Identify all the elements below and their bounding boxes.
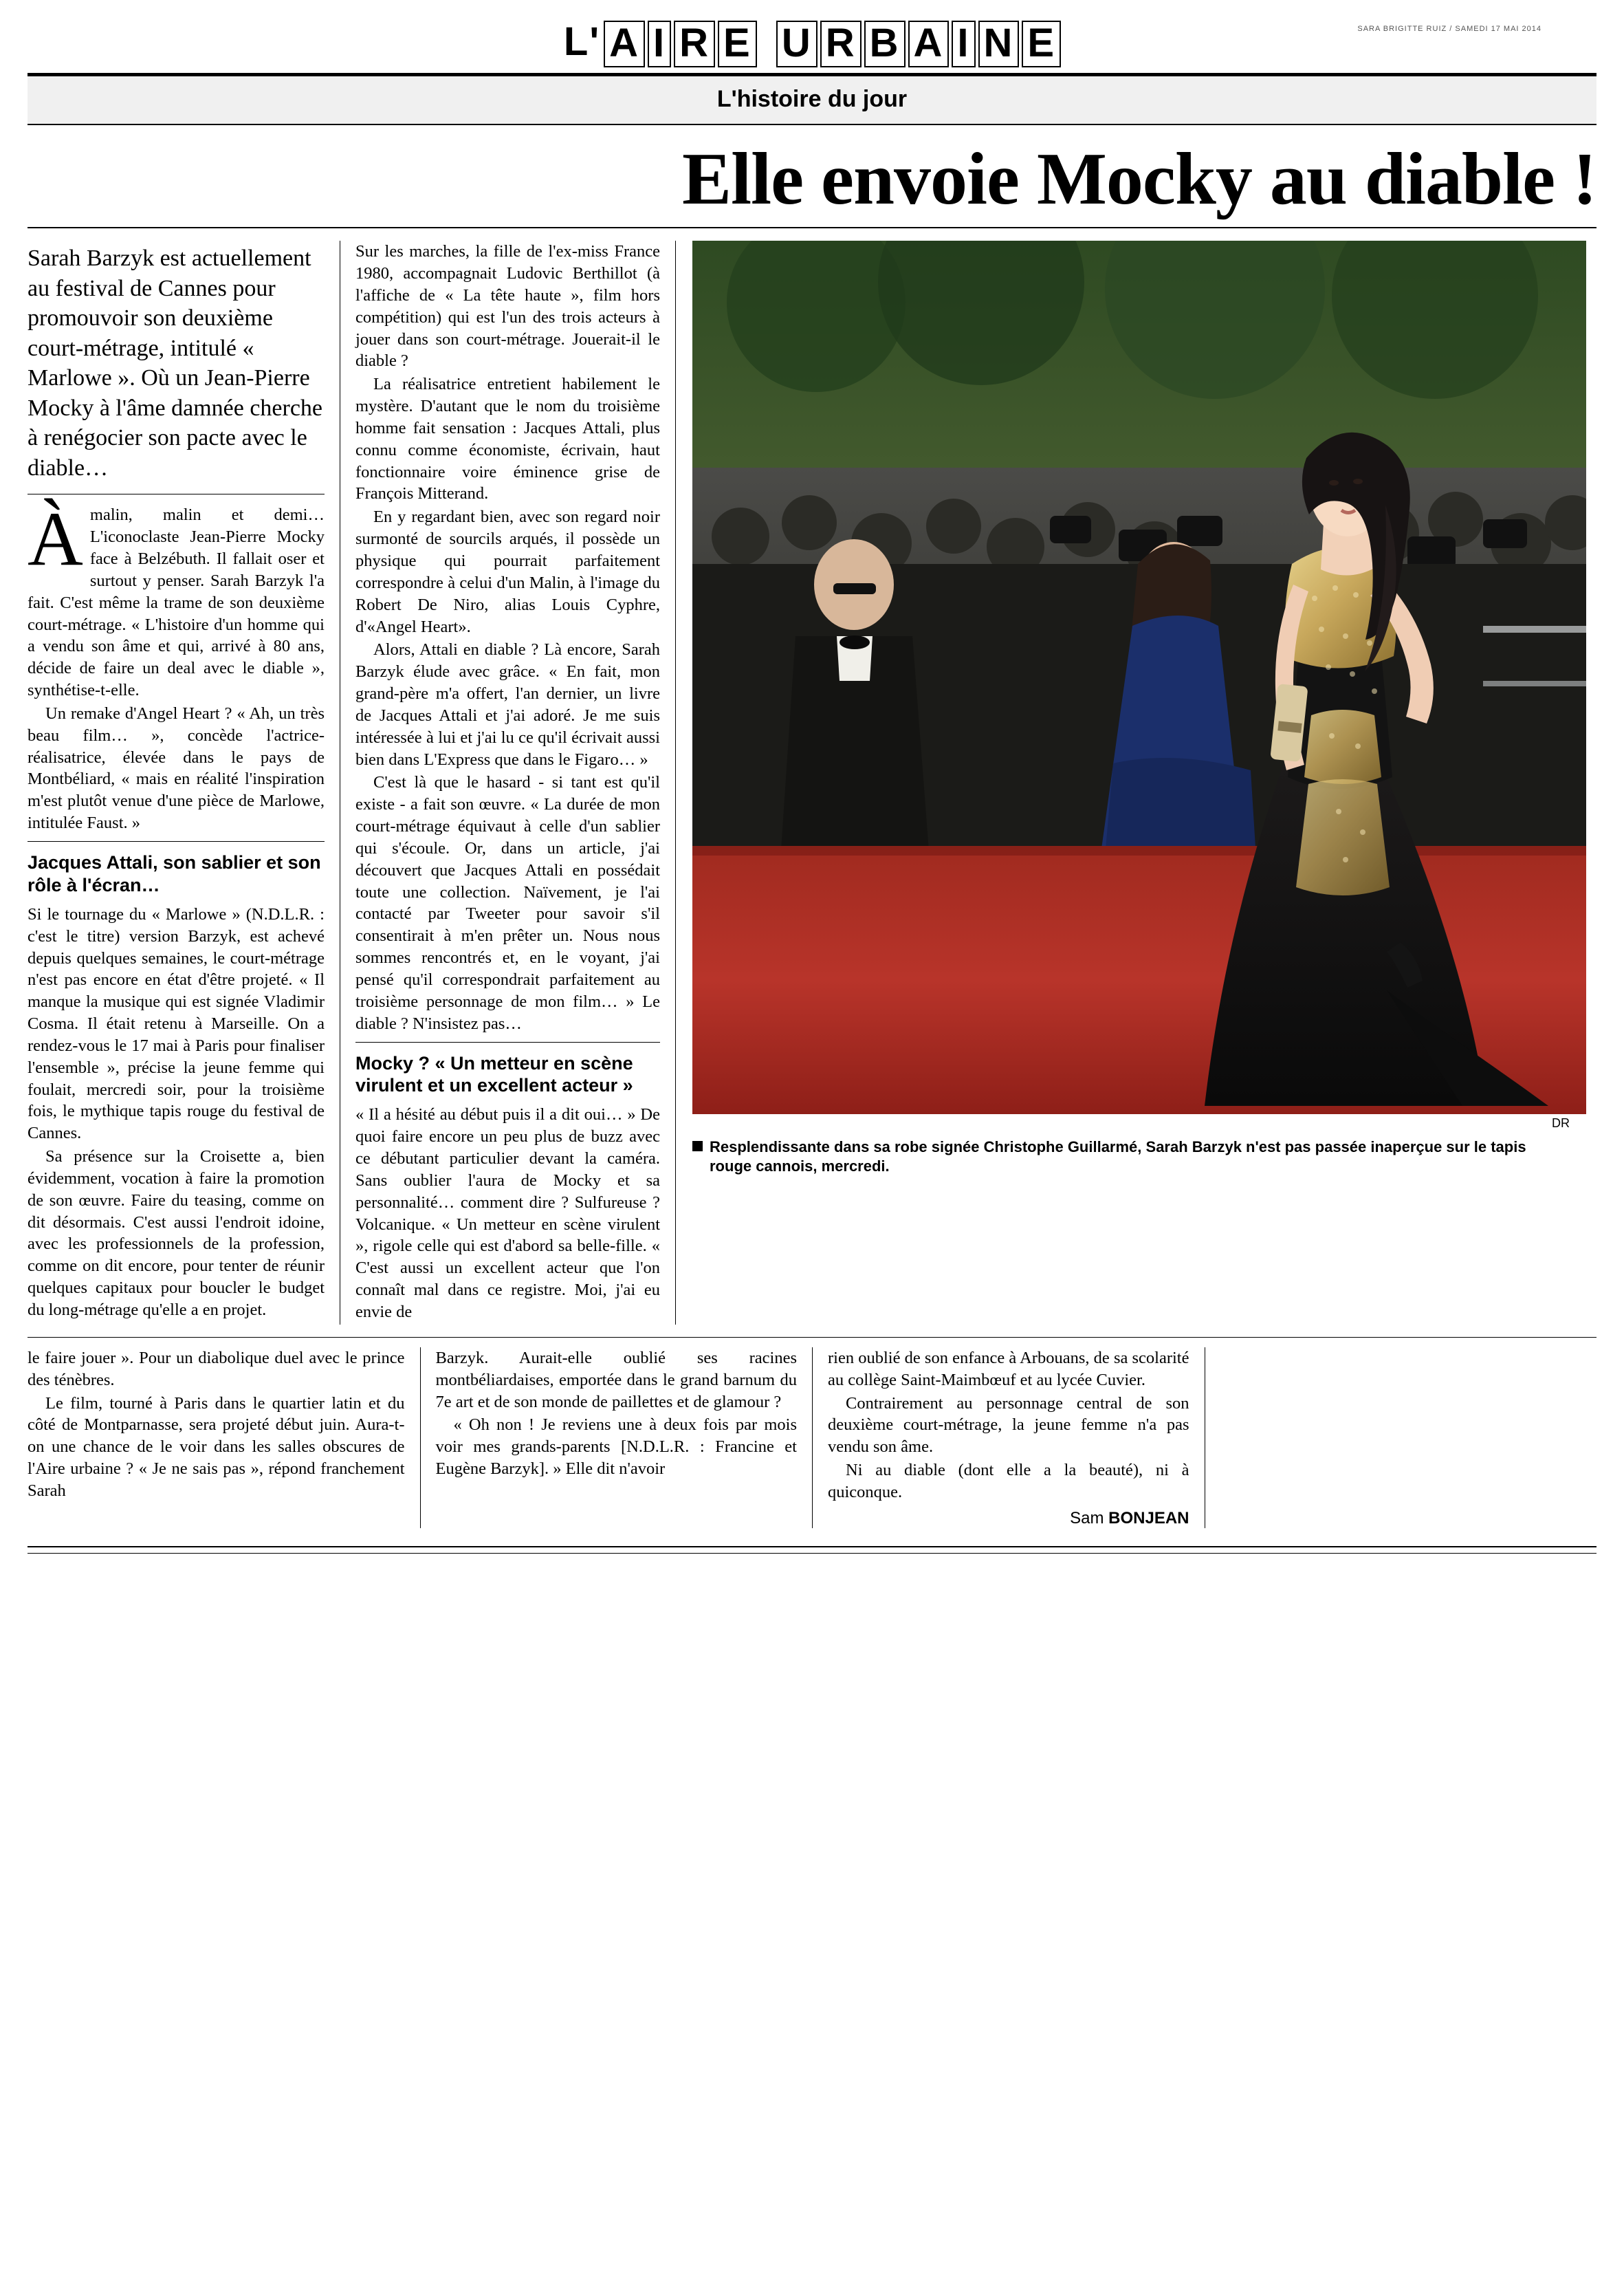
rubric-label: L'histoire du jour <box>716 86 908 112</box>
paragraph-text: malin, malin et demi… L'iconoclaste Jean-Pierre Mocky face à Belzébuth. Il fallait oser et surtout y penser. Sarah Barzyk l'a fait. C'est même la trame de son deuxième court-métrage. « L'histoire d'un homme qui a vendu son âme et qui, arrivé à 80 ans, décide de faire un deal avec le diable », synthétise-t-elle. <box>28 505 325 700</box>
masthead-char: I <box>952 21 975 67</box>
paragraph: Ni au diable (dont elle a la beauté), ni à quiconque. <box>828 1461 1189 1501</box>
caption-text: Resplendissante dans sa robe signée Christophe Guillarmé, Sarah Barzyk n'est pas passée inaperçue sur le tapis rouge cannois, mercredi. <box>710 1138 1526 1175</box>
column-2 <box>340 241 676 1325</box>
photo-wrap <box>692 241 1570 1175</box>
paragraph: « Oh non ! Je reviens une à deux fois par mois voir mes grands-parents [N.D.L.R. : Francine et Eugène Barzyk]. » Elle dit n'avoir <box>435 1415 797 1479</box>
photo-credit: DR <box>1552 1116 1570 1131</box>
sub-headline: Jacques Attali, son sablier et son rôle à l'écran… <box>28 851 321 895</box>
photo-artwork <box>692 241 1586 1114</box>
bottom-column-2 <box>420 1347 813 1528</box>
masthead-char: A <box>604 21 645 67</box>
paragraph: Barzyk. Aurait-elle oublié ses racines montbéliardaises, emportée dans le grand barnum du 7e art et de son monde de paillettes et de glamour ? <box>435 1348 797 1411</box>
divider <box>28 841 325 842</box>
footer-rule <box>28 1546 1596 1547</box>
masthead-char: E <box>718 21 757 67</box>
bottom-column-3 <box>812 1347 1205 1528</box>
lead-paragraph <box>28 497 325 701</box>
masthead-char: I <box>648 21 671 67</box>
column-1 <box>28 241 340 1325</box>
byline <box>828 1509 1189 1528</box>
corner-note: SARA BRIGITTE RUIZ / SAMEDI 17 MAI 2014 <box>1357 25 1541 33</box>
page-title: Elle envoie Mocky au diable ! <box>682 138 1596 220</box>
masthead-char: R <box>674 21 715 67</box>
paragraph: En y regardant bien, avec son regard noir surmonté de sourcils arqués, il possède un physique qui pourrait parfaitement correspondre à celui d'un Malin, à l'image du Robert De Niro, alias Louis Cyphre, d'«Angel Heart». <box>355 508 660 636</box>
paragraph: Un remake d'Angel Heart ? « Ah, un très beau film… », concède l'actrice-réalisatrice, élevée dans le pays de Montbéliard, « mais en réalité l'inspiration m'est plutôt venue d'une pièce de Marlowe, intitulée Faust. » <box>28 704 325 833</box>
bullet-square-icon <box>692 1141 703 1151</box>
bottom-columns <box>28 1337 1596 1528</box>
paragraph: « Il a hésité au début puis il a dit oui… » De quoi faire encore un peu plus de buzz avec ce débutant particulier devant la caméra. Sans oublier l'aura de Mocky et sa personnalité… comment dire ? Sulfureuse ? Volcanique. « Un metteur en scène virulent », rigole celle qui est d'abord sa belle-fille. « C'est aussi un excellent acteur que l'on connaît mal dans ce registre. Moi, j'ai eu envie de <box>355 1105 660 1321</box>
bottom-column-4 <box>1205 1347 1597 1528</box>
byline-first-name: Sam <box>1070 1508 1109 1527</box>
paragraph: le faire jouer ». Pour un diabolique duel avec le prince des ténèbres. <box>28 1348 405 1389</box>
article-photo <box>692 241 1586 1114</box>
sub-headline: Mocky ? « Un metteur en scène virulent et un excellent acteur » <box>355 1052 633 1096</box>
masthead-char: L' <box>563 19 601 64</box>
byline-last-name: BONJEAN <box>1108 1508 1189 1527</box>
masthead-char: E <box>1022 21 1061 67</box>
newspaper-page <box>0 21 1624 2295</box>
rubric-bar <box>28 76 1596 125</box>
photo-caption <box>692 1138 1570 1175</box>
masthead-char: B <box>864 21 906 67</box>
masthead-char: N <box>978 21 1020 67</box>
paragraph: Alors, Attali en diable ? Là encore, Sarah Barzyk élude avec grâce. « En fait, mon grand-père m'a offert, l'an dernier, un livre de Jacques Attali et j'ai adoré. Je me suis intéressée à lui et j'ai lu ce qu'il écrivait aussi bien dans L'Express que dans le Figaro… » <box>355 640 660 769</box>
paragraph: Sa présence sur la Croisette a, bien évidemment, vocation à faire la promotion de son œuvre. Faire du teasing, comme on dit désormais. C'est aussi l'endroit idoine, avec les professionnels de la profession, comme on dit encore, pour tenter de réunir quelques capitaux pour boucler le budget du long-métrage qu'elle a en projet. <box>28 1147 325 1319</box>
paragraph: Contrairement au personnage central de son deuxième court-métrage, la jeune femme n'a pas vendu son âme. <box>828 1393 1189 1457</box>
paragraph: La réalisatrice entretient habilement le mystère. D'autant que le nom du troisième homme fait sensation : Jacques Attali, plus connu comme économiste, écrivain, haut fonctionnaire voire éminence grise de François Mitterand. <box>355 375 660 503</box>
paragraph: C'est là que le hasard - si tant est qu'il existe - a fait son œuvre. « La durée de mon court-métrage équivaut à celle d'un sablier qui s'écoule. Or, dans un article, j'ai découvert que Jacques Attali en possédait toute une collection. Naïvement, je l'ai contacté par Tweeter pour savoir s'il consentirait à m'en prêter un. Nous nous sommes rencontrés et, en le voyant, j'ai pensé qu'il correspondrait parfaitement au troisième personnage de mon film… » Le diable ? N'insistez pas… <box>355 773 660 1033</box>
photo-column <box>676 241 1570 1325</box>
paragraph: rien oublié de son enfance à Arbouans, de sa scolarité au collège Saint-Maimbœuf et au lycée Cuvier. <box>828 1348 1189 1389</box>
masthead-char: R <box>820 21 862 67</box>
masthead-char: U <box>776 21 818 67</box>
main-columns <box>28 241 1596 1325</box>
headline-rule <box>28 227 1596 228</box>
paragraph: Sur les marches, la fille de l'ex-miss France 1980, accompagnait Ludovic Berthillot (à l'affiche de « La tête haute », film hors compétition) qui est l'un des trois acteurs à jouer dans son court-métrage. Jouerait-il le diable ? <box>355 242 660 371</box>
masthead-char: A <box>908 21 950 67</box>
masthead-space <box>759 21 774 67</box>
drop-cap: À <box>28 497 83 583</box>
divider <box>355 1042 660 1043</box>
paragraph: Le film, tourné à Paris dans le quartier latin et du côté de Montparnasse, sera projeté début juin. Aura-t-on une chance de le voir dans les salles obscures de l'Aire urbaine ? « Je ne sais pas », répond franchement Sarah <box>28 1393 405 1500</box>
paragraph: Si le tournage du « Marlowe » (N.D.L.R. : c'est le titre) version Barzyk, est achevé depuis quelques semaines, le court-métrage n'est pas encore en état d'être projeté. « Il manque la musique qui est signée Vladimir Cosma. Il était retenu à Marseille. On a rendez-vous le 17 mai à Paris pour finaliser l'ensemble », précise la jeune femme qui foulait, mercredi soir, pour la troisième fois, le mythique tapis rouge du festival de Cannes. <box>28 904 325 1143</box>
masthead-title <box>562 21 1062 67</box>
standfirst: Sarah Barzyk est actuellement au festival de Cannes pour promouvoir son deuxième court-métrage, intitulé « Marlowe ». Où un Jean-Pierre Mocky à l'âme damnée cherche à renégocier son pacte avec le diable… <box>28 246 323 481</box>
footer-rule-2 <box>28 1553 1596 1554</box>
bottom-column-1 <box>28 1347 420 1528</box>
